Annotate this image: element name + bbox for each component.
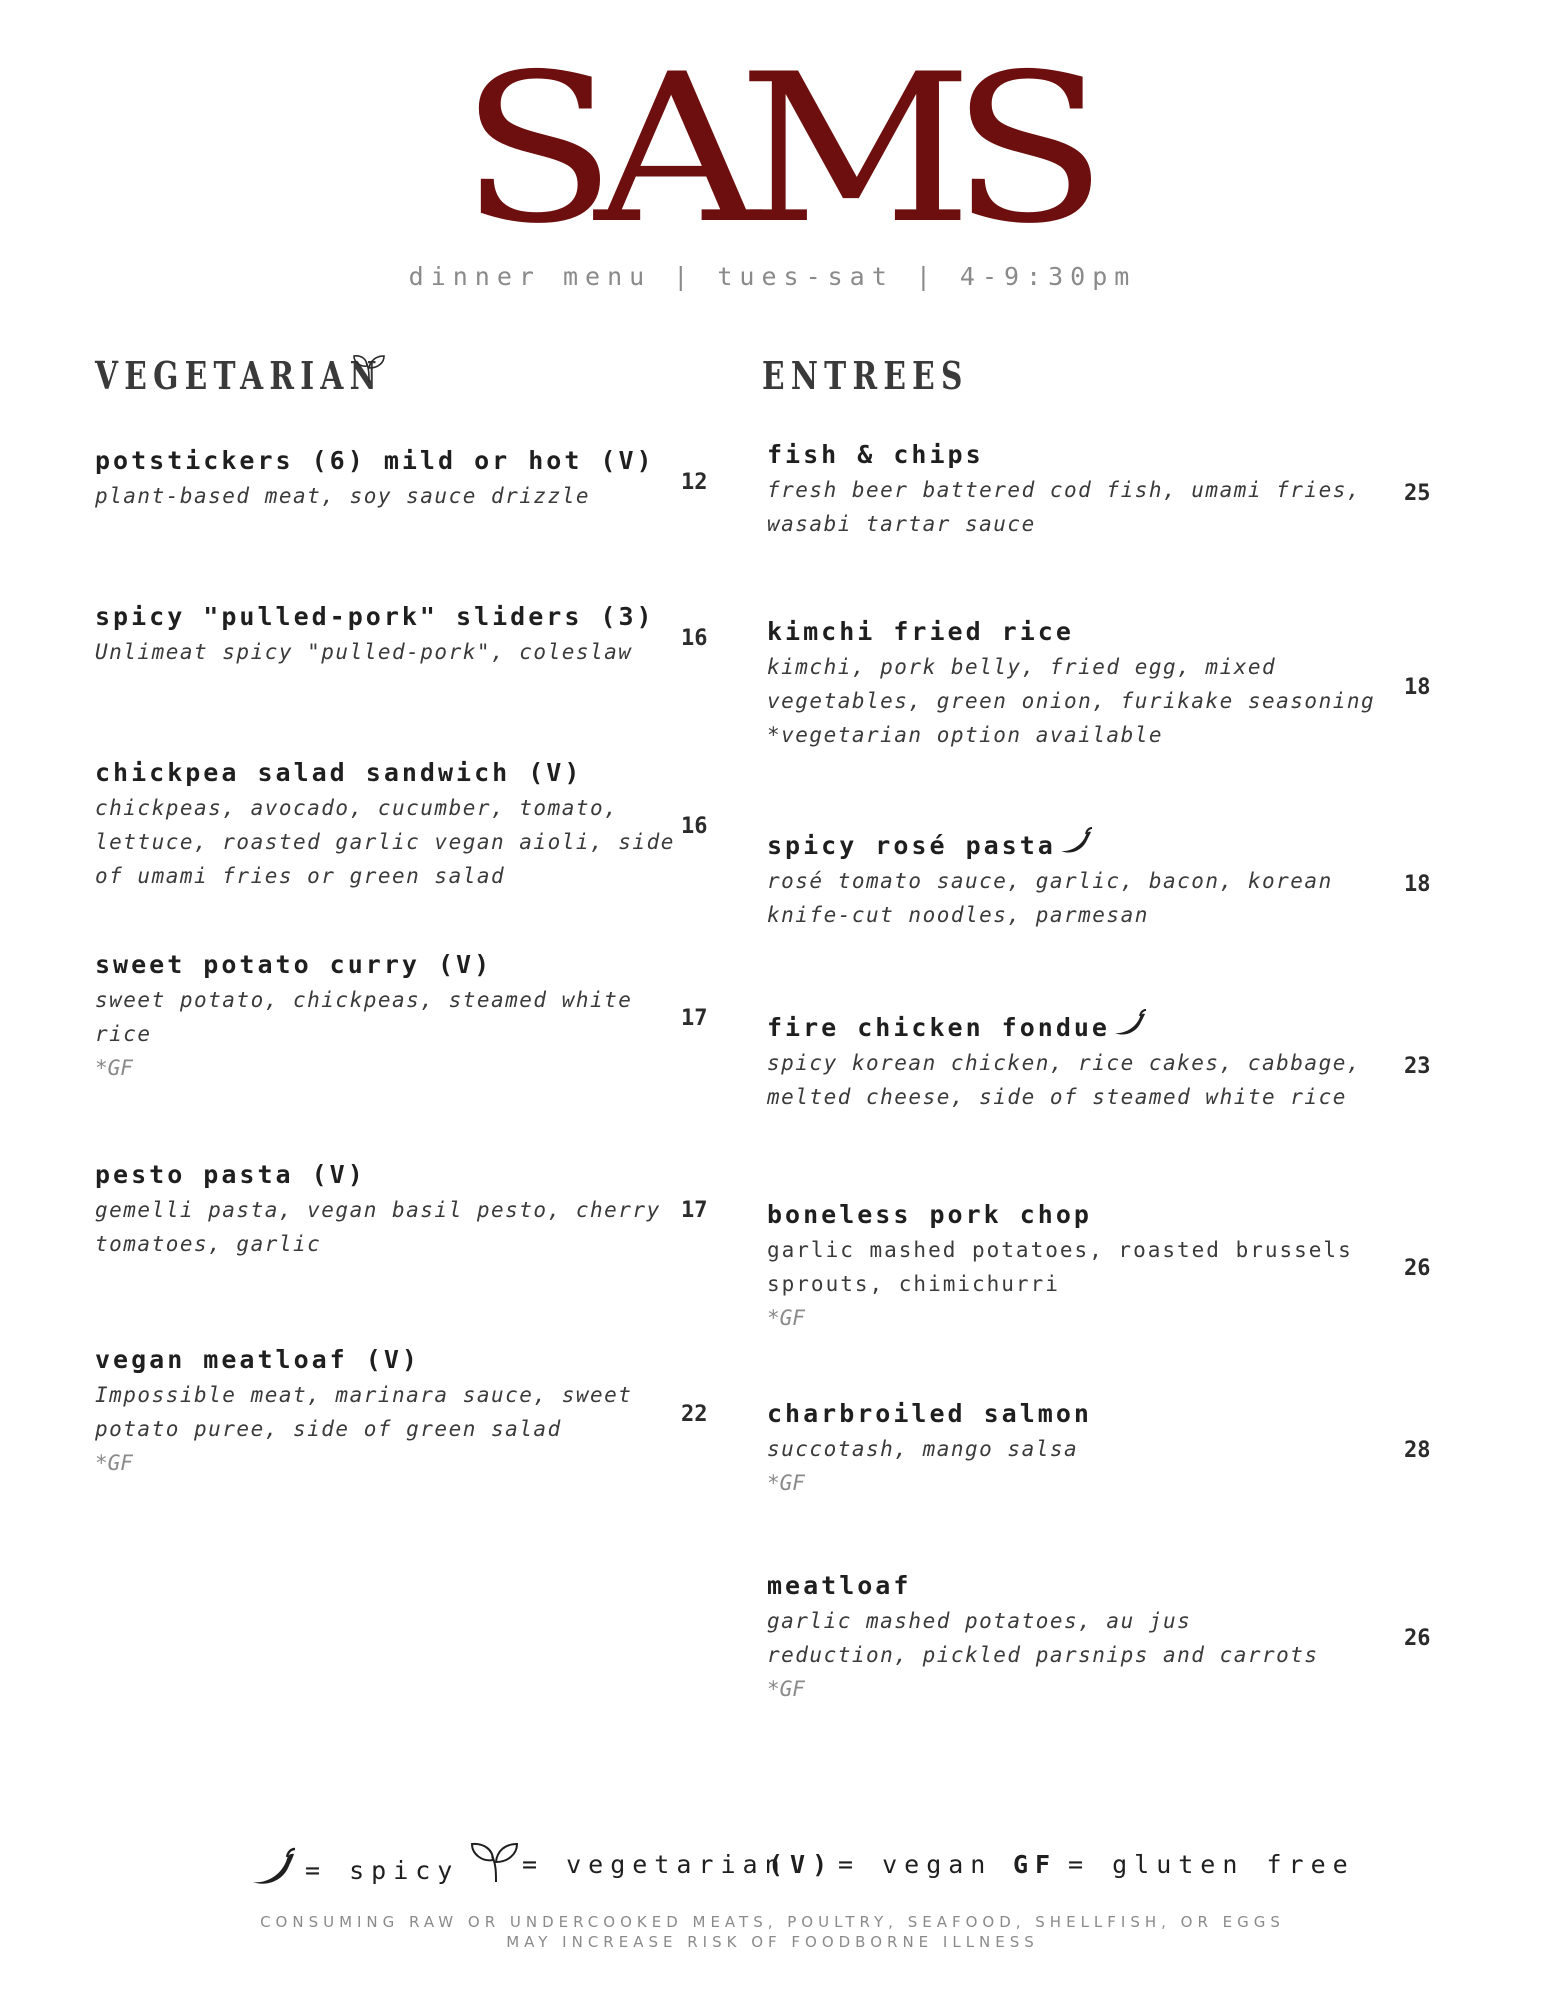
item-name: fish & chips [767, 440, 984, 469]
item-price: 18 [1404, 675, 1431, 700]
item-price: 23 [1404, 1054, 1431, 1079]
menu-item-kimchi-fried-rice [767, 617, 1375, 752]
item-description: garlic mashed potatoes, roasted brussels sprouts, chimichurri [767, 1238, 1353, 1296]
item-price: 16 [681, 814, 708, 839]
menu-item-sweet-potato-curry [95, 950, 632, 1085]
item-description: sweet potato, chickpeas, steamed white rice [95, 988, 633, 1046]
item-description: rosé tomato sauce, garlic, bacon, korean knife-cut noodles, parmesan [767, 869, 1333, 927]
item-name: sweet potato curry (V) [95, 950, 493, 979]
disclaimer-line-2: MAY INCREASE RISK OF FOODBORNE ILLNESS [506, 1933, 1039, 1951]
gluten-free-note: *GF [95, 1451, 133, 1475]
item-price: 26 [1404, 1256, 1431, 1281]
item-name: potstickers (6) mild or hot (V) [95, 446, 655, 475]
item-description: chickpeas, avocado, cucumber, tomato, lettuce, roasted garlic vegan aioli, side of umami fries or green salad [95, 796, 675, 888]
item-price: 17 [681, 1198, 708, 1223]
item-name: fire chicken fondue [767, 1008, 1361, 1042]
gluten-free-note: *GF [767, 1677, 805, 1701]
item-description: gemelli pasta, vegan basil pesto, cherry tomatoes, garlic [95, 1198, 661, 1256]
item-description: fresh beer battered cod fish, umami fries, wasabi tartar sauce [767, 478, 1362, 536]
item-price: 28 [1404, 1438, 1431, 1463]
entrees-section-title: ENTREES [762, 353, 969, 398]
menu-item-boneless-pork-chop [767, 1200, 1353, 1335]
item-name: vegan meatloaf (V) [95, 1345, 420, 1374]
item-description: Impossible meat, marinara sauce, sweet potato puree, side of green salad [95, 1383, 633, 1441]
chili-pepper-icon [1058, 826, 1094, 856]
item-price: 12 [681, 470, 708, 495]
item-description: spicy korean chicken, rice cakes, cabbage, melted cheese, side of steamed white rice [767, 1051, 1362, 1109]
menu-item-pulled-pork-sliders [95, 602, 655, 669]
item-description: garlic mashed potatoes, au jus reduction, pickled parsnips and carrots [767, 1609, 1319, 1667]
item-name: boneless pork chop [767, 1200, 1092, 1229]
item-name: chickpea salad sandwich (V) [95, 758, 583, 787]
item-name: pesto pasta (V) [95, 1160, 366, 1189]
item-description: succotash, mango salsa [767, 1437, 1079, 1461]
vegetarian-leaf-icon [352, 352, 386, 386]
item-description: plant-based meat, soy sauce drizzle [95, 484, 591, 508]
item-name: meatloaf [767, 1571, 912, 1600]
menu-item-potstickers [95, 446, 655, 513]
item-description: kimchi, pork belly, fried egg, mixed vegetables, green onion, furikake seasoning *vegetarian option available [767, 655, 1376, 747]
item-name: spicy rosé pasta [767, 826, 1333, 860]
menu-item-pesto-pasta [95, 1160, 661, 1261]
menu-item-spicy-rose-pasta [767, 826, 1333, 932]
menu-item-fire-chicken-fondue [767, 1008, 1361, 1114]
menu-tagline: dinner menu | tues-sat | 4-9:30pm [408, 262, 1137, 291]
chili-pepper-icon [1112, 1008, 1148, 1038]
legend [0, 1838, 1545, 1894]
item-price: 16 [681, 626, 708, 651]
gluten-free-note: *GF [767, 1471, 805, 1495]
legend-vegan-symbol: (V) [768, 1850, 835, 1879]
menu-item-vegan-meatloaf [95, 1345, 632, 1480]
gluten-free-note: *GF [95, 1056, 133, 1080]
legend-vegetarian-label: = vegetarian [522, 1850, 787, 1879]
item-price: 18 [1404, 872, 1431, 897]
restaurant-logo: SAMS [459, 31, 1086, 269]
menu-item-meatloaf [767, 1571, 1319, 1706]
menu-item-chickpea-salad-sandwich [95, 758, 675, 893]
item-price: 22 [681, 1402, 708, 1427]
item-name: spicy "pulled-pork" sliders (3) [95, 602, 655, 631]
item-price: 26 [1404, 1626, 1431, 1651]
item-description: Unlimeat spicy "pulled-pork", coleslaw [95, 640, 633, 664]
legend-gluten-free-label: = gluten free [1068, 1850, 1355, 1879]
disclaimer-line-1: CONSUMING RAW OR UNDERCOOKED MEATS, POULTRY, SEAFOOD, SHELLFISH, OR EGGS [260, 1913, 1285, 1931]
item-name: kimchi fried rice [767, 617, 1074, 646]
item-price: 17 [681, 1006, 708, 1031]
vegetarian-section-title: VEGETARIAN [95, 353, 383, 398]
gluten-free-note: *GF [767, 1306, 805, 1330]
item-name: charbroiled salmon [767, 1399, 1092, 1428]
vegetarian-leaf-icon [470, 1838, 520, 1886]
chili-pepper-icon [250, 1846, 298, 1888]
menu-item-charbroiled-salmon [767, 1399, 1092, 1500]
legend-gf-symbol: GF [1013, 1850, 1058, 1879]
legend-vegan-label: = vegan [838, 1850, 993, 1879]
menu-item-fish-and-chips [767, 440, 1361, 541]
item-price: 25 [1404, 481, 1431, 506]
legend-spicy-label: = spicy [305, 1856, 460, 1885]
